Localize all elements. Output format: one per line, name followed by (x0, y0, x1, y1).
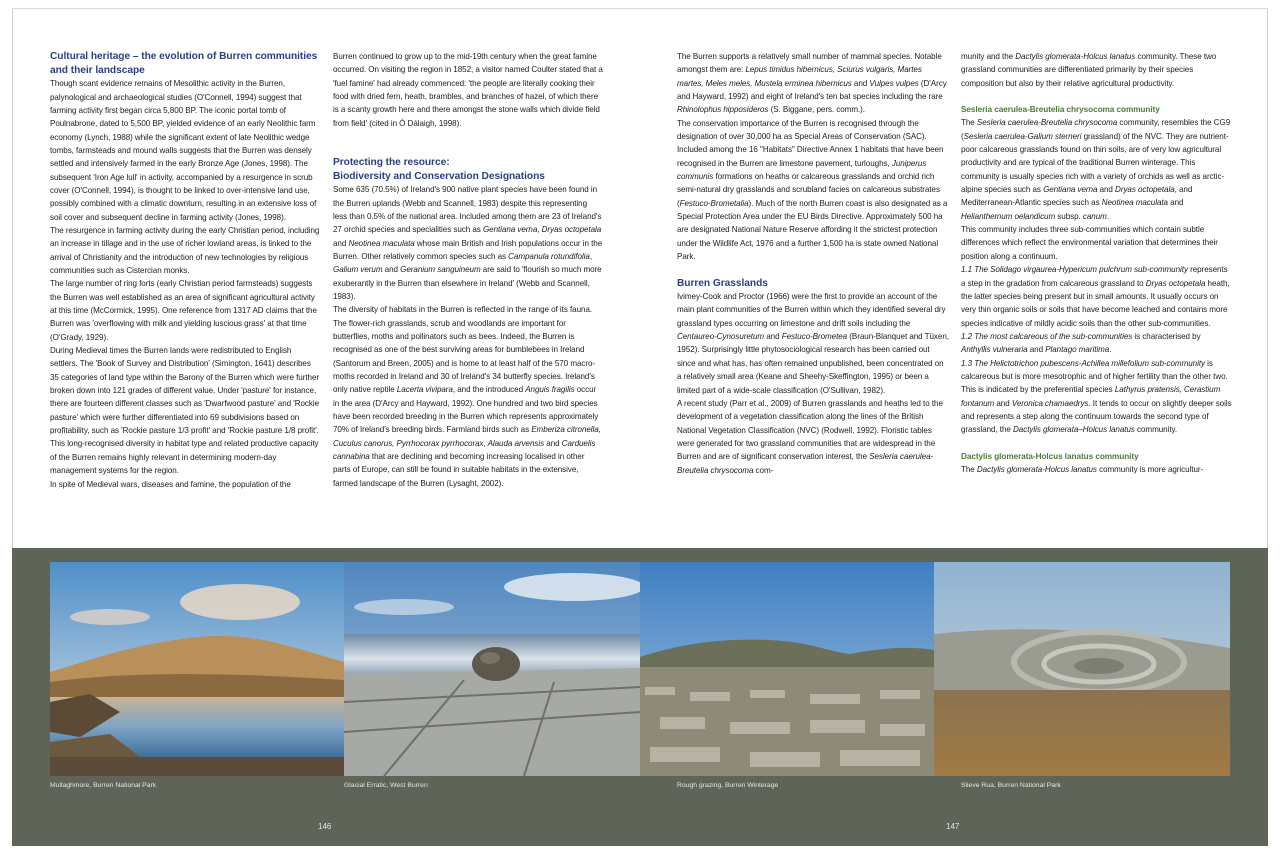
heading-dactylis-community: Dactylis glomerata-Holcus lanatus community (961, 451, 1139, 461)
species-name: Dactylis glomerata–Holcus lanatus (1013, 425, 1135, 435)
text: that are declining and becoming increasing localised in other parts of Europe, can still be found in suitable habitats in the extensive, farmed landscape of the Burren (Lysaght, 2002). (333, 452, 585, 488)
text: , (589, 251, 592, 261)
paragraph (677, 290, 949, 397)
text: and (382, 265, 401, 275)
species-name: Campanula rotundifolia (508, 251, 590, 261)
text: and (1097, 185, 1116, 195)
sub-community-name: 1.1 The Solidago virgaurea-Hypericum pulchrum sub-community (961, 265, 1188, 275)
heading-sesleria-community: Sesleria caerulea-Breutelia chrysocoma community (961, 105, 1160, 115)
text: The diversity of habitats in the Burren is reflected in the range of its fauna. The flower-rich grasslands, scrub and woodlands are important for butterflies, moths and pollinators such as bees. Indeed, the Burren is recognised as one of the best surviving areas for bumblebees in Ireland (Santorum and Breen, 2005) and is home to at least half of the 570 macro-moths recorded in Ireland and 30 of Ireland's 34 butterfly species. Ireland's only native reptile (333, 305, 596, 395)
text: ). Much of the north Burren coast is also designated as a Special Protection Area under the EU Birds Directive. Approximately 500 ha are designated National Nature Reserve affording it the strictest protection under the Wildlife Act, 1976 and a further 1,500 ha is state owned National Park. (677, 198, 948, 262)
species-name: Plantago maritima (1045, 345, 1110, 355)
text: and (764, 332, 782, 342)
paragraph (961, 263, 1232, 330)
text: represents a step in the gradation from calcareous grassland to (961, 265, 1228, 288)
species-name: Rhinolophus hipposideros (677, 105, 769, 115)
species-name: Dryas octopetala (1115, 185, 1175, 195)
text: and (994, 398, 1012, 408)
paragraph: Burren continued to grow up to the mid-19th century when the great famine occurred. On visiting the region in 1852, a visitor named Coulter stated that a 'fuel famine' had already commenced: 'the people are literally cooking their food with dried fern, heath, brambles, and branches of hazel, of which there is a scanty growth here and there amongst the stone walls which divide field from field' (cited in Ó Dálaigh, 1998). (333, 52, 603, 128)
species-name: Geranium sanguineum (400, 265, 481, 275)
species-name: Festuco-Brometalia (679, 198, 749, 208)
text: The conservation importance of the Burren is recognised through the designation of over 30,000 ha as Special Areas of Conservation (SAC). Included among the 16 "Habitats" Directive Annex 1 habitats that have been recognised in the Burren are limestone pavement, turloughs, (677, 118, 944, 168)
paragraph: The large number of ring forts (early Christian period farmsteads) suggests the Burren was well established as an area of significant agricultural activity at this time (McCormick, 1995). One reference from 1317 AD claims that the Burren was 'overflowing with milk and yielding luscious grass' at that time (O'Grady, 1929). (50, 279, 317, 342)
text: Ivimey-Cook and Proctor (1966) were the first to provide an account of the main plant communities of the Burren within which they identified several dry grassland types occurring on limestone and drift soils including the (677, 292, 946, 328)
species-name: Anguis fragilis (525, 385, 575, 395)
paragraph: The resurgence in farming activity during the early Christian period, including an increase in tillage and in the use of richer lowland areas, is linked to the arrival of Christianity and the introduction of new technologies by religious communities such as Cistercian monks. (50, 225, 320, 275)
species-name: Centaureo-Cynosuretum (677, 332, 765, 342)
species-name: Sesleria caerulea-Breutelia chrysocoma (976, 118, 1118, 128)
photo-mullaghmore (50, 562, 344, 776)
photo-rough-grazing (640, 562, 934, 776)
text: . (1106, 211, 1109, 221)
text: whose main British and Irish populations occur in the Burren. Other relatively common species such as (333, 238, 603, 261)
paragraph (677, 117, 949, 264)
paragraph (961, 357, 1232, 437)
text: (D'Arcy and Hayward, 1992) and eight of Ireland's ten bat species including the rare (677, 78, 947, 102)
paragraph (677, 397, 949, 477)
text: and (1027, 345, 1046, 355)
paragraph (961, 330, 1232, 357)
species-name: Juniperus communis (677, 158, 927, 182)
text: are said to 'flourish so much more exuberantly in the Burren than elsewhere in Ireland' (Webb and Scannell, 1983). (333, 265, 602, 301)
caption: Rough grazing, Burren Winterage (677, 782, 779, 789)
paragraph: In spite of Medieval wars, diseases and famine, the population of the (50, 479, 291, 489)
text: community, resembles the CG9 ( (961, 118, 1231, 141)
photo-glacial-erratic-image (344, 562, 640, 776)
species-name: Dryas octopetala (1145, 278, 1206, 288)
species-name: Veronica chamaedrys (1011, 398, 1089, 408)
paragraph: During Medieval times the Burren lands were redistributed to English settlers. The 'Book of Survey and Distribution' (Simington, 1641) describes 35 categories of land type within the Barony of the Burren which were further broken down into 121 grades of different value. Under 'pasture' for instance, there are fourteen different classes such as 'Dwarfwood pasture' and 'Rockie pasture' which were further differentiated into 69 subdivisions based on profitability, such as 'Rockie pasture 1/3 profit' and 'Rockie pasture 1/8 profit'. This long-recognised diversity in habitat type and related productive capacity of the Burren remains highly relevant in determining modern-day management systems for the region. (50, 346, 320, 476)
species-name: Lacerta vivipara (396, 385, 453, 395)
text: , (537, 225, 542, 235)
photo-slieve-rua-image (934, 562, 1230, 776)
sub-community-name: 1.3 The Helictotrichon pubescens-Achillea millefolium sub-community (961, 358, 1205, 368)
species-name: Emberiza citronella, Cuculus canorus, Pyrrhocorax pyrrhocorax, Alauda arvensis (333, 425, 601, 448)
text: The (961, 464, 977, 474)
species-name: canum (1082, 211, 1107, 221)
text: subsp. (1055, 211, 1083, 221)
photo-mullaghmore-image (50, 562, 344, 776)
photo-glacial-erratic (344, 562, 640, 776)
heading-protecting-resource (333, 156, 603, 183)
text: , and the introduced (452, 385, 526, 395)
text: formations on heaths or calcareous grasslands and orchid rich semi-natural dry grasslands and scrubland facies on calcareous substrates ( (677, 172, 940, 208)
text: and (544, 438, 562, 448)
caption: Mullaghmore, Burren National Park (50, 782, 157, 789)
text: (Braun-Blanquet and Tüxen, 1952). Surprisingly little phytosociological research has been carried out since and what has, has often remained unpublished, been concentrated on a relatively small area (Keane and Sheehy-Skeffington, 1995) or been a limited part of a wide-scale classification (O'Sullivan, 1982). (677, 332, 949, 395)
species-name: Neotinea maculata (1101, 198, 1168, 208)
text: A recent study (Parr et al., 2009) of Burren grasslands and heaths led to the development of a vegetation classification along the lines of the British National Vegetation Classification (NVC) (Rodwell, 1992). Floristic tables were generated for two grassland communities that are widespread in the Burren and are of significant conservation interest, the (677, 398, 943, 462)
text: . It tends to occur on slightly deeper soils and represents a step along the continuum towards the second type of grassland, the (961, 398, 1232, 435)
page-number-left: 146 (318, 822, 332, 831)
text: , and Mediterranean-Atlantic species such as (961, 185, 1193, 208)
paragraph (333, 303, 603, 490)
text: and (333, 238, 349, 248)
text: Some 635 (70.5%) of Ireland's 900 native plant species have been found in the Burren uplands (Webb and Scannell, 1983) despite this representing less than 0.5% of the national area. Included among them are 23 of Ireland's 27 orchid species and specialities such as (333, 185, 602, 235)
text: is characterised by (1132, 331, 1201, 341)
species-name: Lepus timidus hibernicus, Sciurus vulgaris, Martes martes, Meles meles, Mustela erminea hibernicus (677, 65, 922, 88)
text: The (961, 118, 977, 128)
paragraph (333, 183, 603, 303)
species-name: Dactylis glomerata-Holcus lanatus (976, 464, 1097, 474)
right-column-1 (677, 50, 949, 477)
photo-slieve-rua (934, 562, 1230, 776)
heading-line: Protecting the resource: (333, 157, 450, 169)
species-name: Dactylis glomerata-Holcus lanatus (1015, 52, 1136, 61)
sub-community-name: 1.2 The most calcareous of the sub-communities (961, 331, 1133, 341)
text: . (1109, 345, 1112, 355)
species-name: Dryas octopetala (541, 225, 602, 235)
paragraph (677, 50, 949, 117)
text: and (851, 78, 870, 88)
paragraph (961, 463, 1232, 476)
text: community. These two grassland communities are differentiated primarily by their species composition but also by their relative agricultural productivity. (961, 52, 1217, 88)
text: occur in the area (D'Arcy and Hayward, 1992). One hundred and two bird species have been recorded breeding in the Burren which represents approximately 70% of Ireland's breeding birds. Farmland birds such as (333, 385, 599, 435)
heading-burren-grasslands: Burren Grasslands (677, 277, 768, 289)
text: community is more agricultur- (1096, 464, 1204, 474)
text: heath, the latter species being present but in small amounts. It usually occurs on very thin organic soils or soils that have become leached and contains more species indicative of mildly acidic soils than the other sub-communities. (961, 278, 1230, 328)
right-column-2 (961, 50, 1232, 476)
text: The Burren supports a relatively small number of mammal species. Notable amongst them are: (677, 52, 942, 75)
text: and (1167, 198, 1184, 208)
text: munity and the (961, 52, 1016, 61)
text: (S. Biggane, pers. comm.). (768, 105, 865, 115)
page-number-right: 147 (946, 822, 960, 831)
species-name: Galium verum (333, 265, 383, 275)
species-name: Gentiana verna (482, 225, 538, 235)
species-name: Lathyrus pratensis, Cerastium fontanum (961, 385, 1221, 408)
caption: Slieve Rua, Burren National Park (961, 782, 1061, 789)
left-column-2 (333, 50, 603, 490)
photo-rough-grazing-image (640, 562, 934, 776)
paragraph: Though scant evidence remains of Mesolithic activity in the Burren, palynological and archaeological studies (O'Connell, 1994) suggest that farming activity first began circa 5,800 BP. The iconic portal tomb of Poulnabrone, dated to 5,500 BP, yielded evidence of an early Neolithic farm economy (Lynch, 1988) while the significant extent of late Neolithic wedge tombs, farmsteads and mound walls suggests that the Burren was densely settled and intensively farmed in the early Bronze Age (Jones, 1998). The subsequent 'Iron Age lull' in activity, accompanied by a resurgence in scrub cover (O'Connell, 1994), is thought to be linked to over-intensive land use, possibly combined with a climatic downturn, resulting in an extensive loss of soil cover and subsequent decline in farming activity (Jones, 1998). (50, 79, 317, 222)
species-name: Helianthemum oelandicum (961, 211, 1056, 221)
species-name: Anthyllis vulneraria (961, 345, 1028, 355)
paragraph (961, 50, 1232, 90)
paragraph: This community includes three sub-communities which contain subtle differences which reflect the environmental variation that determines their position along a continuum. (961, 225, 1218, 261)
species-name: Sesleria caerulea-Breutelia chrysocoma (677, 452, 934, 475)
text: community. (1134, 425, 1178, 435)
species-name: Vulpes vulpes (869, 78, 919, 88)
species-name: Gentiana verna (1043, 185, 1098, 195)
text: is calcareous but is more mesotrophic and of higher fertility than the other two. This is indicated by the preferential species (961, 358, 1228, 395)
heading-cultural-heritage: Cultural heritage – the evolution of Burren communities and their landscape (50, 51, 318, 76)
paragraph (961, 116, 1232, 223)
species-name: Festuco-Brometea (781, 332, 848, 342)
text: grassland) of the NVC. They are nutrient-poor calcareous grasslands found on thin soils, are of very low agricultural productivity and are typical of the traditional Burren winterage. This community is usually species rich with a variety of orchids as well as arctic-alpine species such as (961, 131, 1229, 195)
species-name: Neotinea maculata (348, 238, 415, 248)
text: com- (753, 465, 774, 475)
left-column-1 (50, 50, 320, 491)
heading-line: Biodiversity and Conservation Designations (333, 170, 545, 182)
caption: Glacial Erratic, West Burren (344, 782, 428, 789)
species-name: Sesleria caerulea-Galium sterneri (963, 131, 1082, 141)
species-name: Carduelis cannabina (333, 438, 596, 462)
